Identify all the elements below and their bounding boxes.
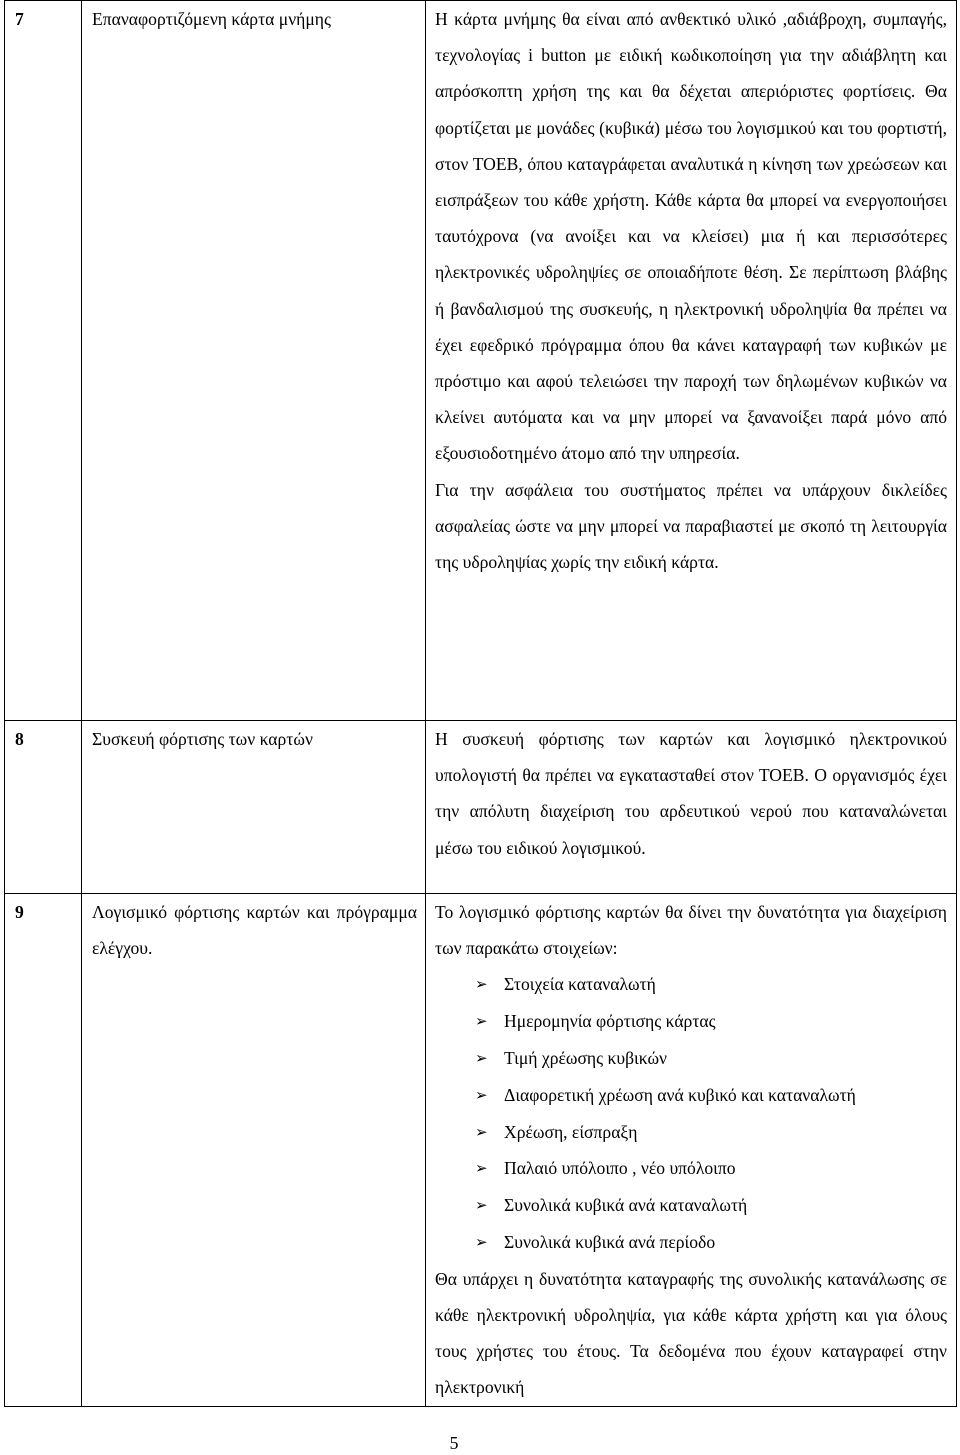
list-item-label: Παλαιό υπόλοιπο , νέο υπόλοιπο (504, 1158, 736, 1179)
item-description-cell (426, 721, 957, 894)
list-item (475, 1224, 947, 1261)
arrowhead-bullet-icon: ➢ (475, 1012, 488, 1031)
item-number-cell (5, 721, 82, 894)
item-number-cell (5, 1, 82, 721)
item-number-cell (5, 894, 82, 1407)
description-intro: Το λογισμικό φόρτισης καρτών θα δίνει την δυνατότητα για διαχείριση των παρακάτω στοιχείων: (435, 902, 947, 959)
item-number: 8 (15, 729, 24, 749)
item-name: Συσκευή φόρτισης των καρτών (92, 729, 313, 749)
list-item-label: Χρέωση, είσπραξη (504, 1121, 638, 1142)
description-paragraph: Για την ασφάλεια του συστήματος πρέπει να υπάρχουν δικλείδες ασφαλείας ώστε να μην μπορεί να παραβιαστεί με σκοπό τη λειτουργία της υδροληψίας χωρίς την ειδική κάρτα. (435, 479, 947, 573)
item-description (426, 1, 956, 580)
item-description-cell (426, 894, 957, 1407)
list-item-label: Διαφορετική χρέωση ανά κυβικό και καταναλωτή (504, 1084, 856, 1105)
list-item (475, 1040, 947, 1077)
specifications-table (4, 0, 957, 1407)
item-description (426, 721, 956, 866)
arrowhead-bullet-icon: ➢ (475, 1085, 488, 1104)
list-item (475, 1114, 947, 1151)
item-name: Λογισμικό φόρτισης καρτών και πρόγραμμα ελέγχου. (92, 902, 417, 959)
item-name-cell (82, 1, 426, 721)
list-item-label: Στοιχεία καταναλωτή (504, 974, 656, 995)
list-item-label: Συνολικά κυβικά ανά περίοδο (504, 1231, 716, 1252)
list-item-label: Συνολικά κυβικά ανά καταναλωτή (504, 1195, 748, 1216)
arrowhead-bullet-icon: ➢ (475, 1122, 488, 1141)
description-paragraph: Η συσκευή φόρτισης των καρτών και λογισμικό ηλεκτρονικού υπολογιστή θα πρέπει να εγκατασταθεί στον ΤΟΕΒ. Ο οργανισμός έχει την απόλυτη διαχείριση του αρδευτικού νερού που καταναλώνεται μέσω του ειδικού λογισμικού. (435, 729, 947, 858)
item-description (426, 894, 956, 1406)
feature-list (435, 966, 947, 1260)
arrowhead-bullet-icon: ➢ (475, 975, 488, 994)
item-number: 7 (15, 9, 24, 29)
description-outro: Θα υπάρχει η δυνατότητα καταγραφής της συνολικής κατανάλωσης σε κάθε ηλεκτρονική υδροληψία, για κάθε κάρτα χρήστη και για όλους τους χρήστες του έτους. Τα δεδομένα που έχουν καταγραφεί στην ηλεκτρονική (435, 1268, 947, 1398)
page-number: 5 (449, 1433, 459, 1453)
item-name-cell (82, 894, 426, 1407)
description-paragraph: Η κάρτα μνήμης θα είναι από ανθεκτικό υλικό ,αδιάβροχη, συμπαγής, τεχνολογίας i button με ειδική κωδικοποίηση για την αδιάβλητη και απρόσκοπτη χρήση της και θα δέχεται απεριόριστες φορτίσεις. Θα φορτίζεται με μονάδες (κυβικά) μέσω του λογισμικού και του φορτιστή, στον ΤΟΕΒ, όπου καταγράφεται αναλυτικά η κίνηση των χρεώσεων και εισπράξεων του κάθε χρήστη. Κάθε κάρτα θα μπορεί να ενεργοποιήσει ταυτόχρονα (να ανοίξει και να κλείσει) μια ή και περισσότερες ηλεκτρονικές υδροληψίες σε οποιαδήποτε θέση. Σε περίπτωση βλάβης ή βανδαλισμού της συσκευής, η ηλεκτρονική υδροληψία θα πρέπει να έχει εφεδρικό πρόγραμμα όπου θα κάνει καταγραφή των κυβικών με πρόστιμο και αφού τελειώσει την παροχή των δηλωμένων κυβικών να κλείνει αυτόματα και να μην μπορεί να ξανανοίξει παρά μόνο από εξουσιοδοτημένο άτομο από την υπηρεσία. (435, 9, 947, 464)
list-item-label: Τιμή χρέωσης κυβικών (504, 1048, 668, 1068)
item-name-cell (82, 721, 426, 894)
table-row (5, 894, 957, 1407)
list-item (475, 1077, 947, 1114)
table-row (5, 1, 957, 721)
table-row (5, 721, 957, 894)
list-item (475, 966, 947, 1003)
item-description-cell (426, 1, 957, 721)
item-number: 9 (15, 902, 24, 922)
item-name: Επαναφορτιζόμενη κάρτα μνήμης (92, 9, 331, 29)
arrowhead-bullet-icon: ➢ (475, 1232, 488, 1251)
arrowhead-bullet-icon: ➢ (475, 1049, 488, 1067)
list-item-label: Ημερομηνία φόρτισης κάρτας (504, 1011, 716, 1032)
arrowhead-bullet-icon: ➢ (475, 1196, 488, 1215)
list-item (475, 1003, 947, 1040)
list-item (475, 1187, 947, 1224)
list-item (475, 1150, 947, 1187)
arrowhead-bullet-icon: ➢ (475, 1159, 488, 1178)
